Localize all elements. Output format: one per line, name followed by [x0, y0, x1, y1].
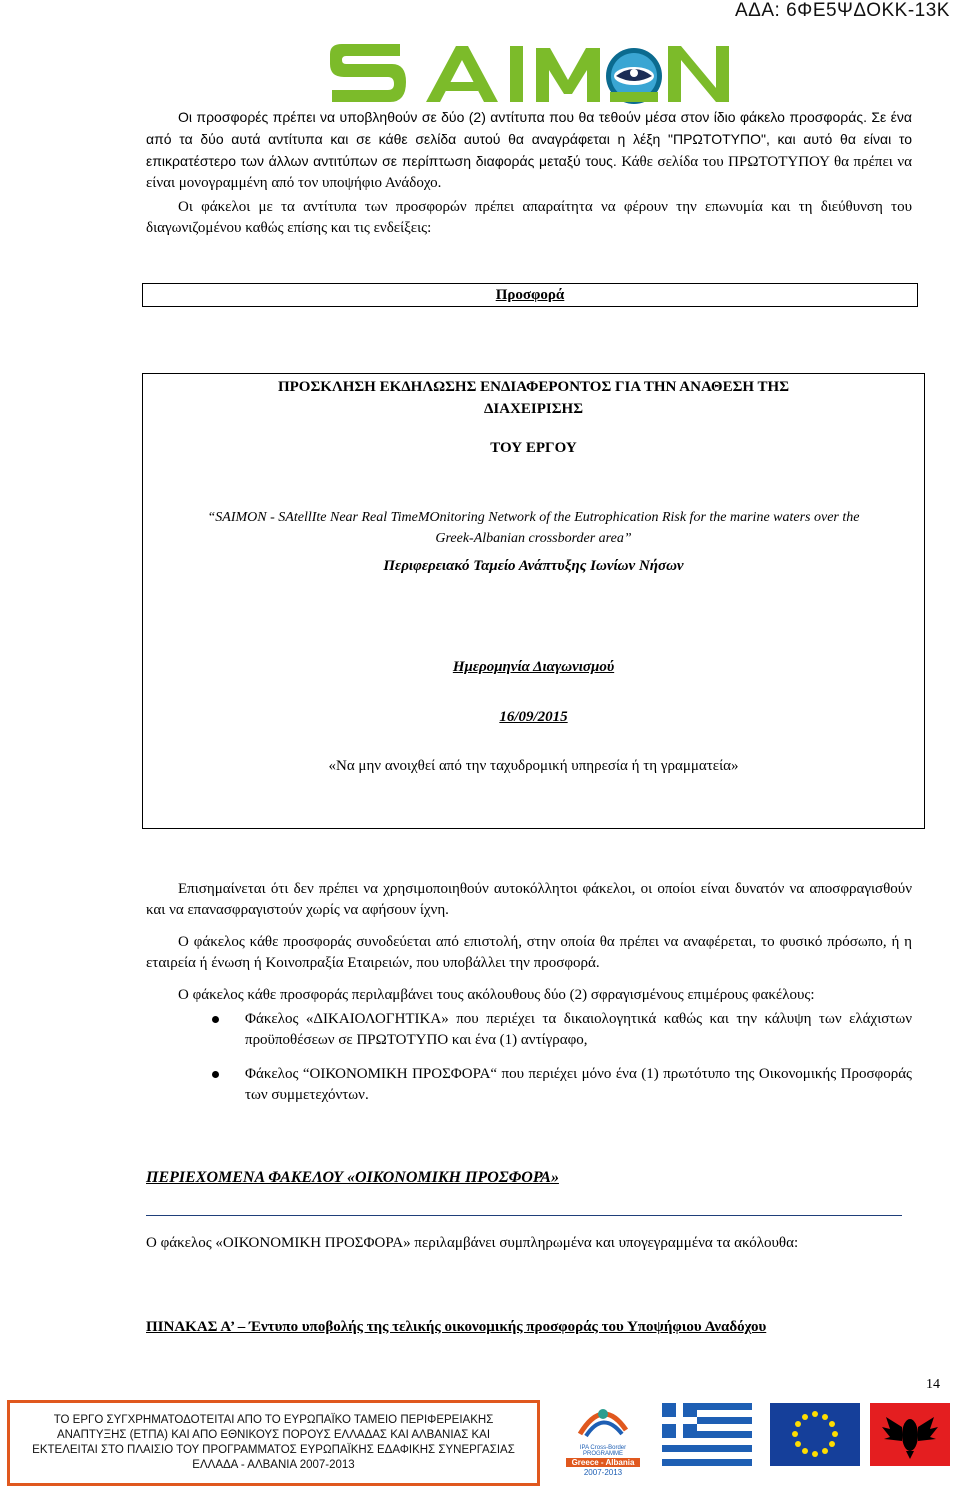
financial-offer-contents-paragraph: Ο φάκελος «ΟΙΚΟΝΟΜΙΚΗ ΠΡΟΣΦΟΡΑ» περιλαμβάνει συμπληρωμένα και υπογεγραμμένα τα ακόλουθα: — [146, 1235, 799, 1251]
bullet-item-financial: Φάκελος “ΟΙΚΟΝΟΜΙΚΗ ΠΡΟΣΦΟΡΑ“ που περιέχει μόνο ένα (1) πρωτότυπο της Οικονομικής Προσφοράς των συμμετεχόντων. — [245, 1066, 912, 1103]
footer-line2: ΑΝΑΠΤΥΞΗΣ (ΕΤΠΑ) ΚΑΙ ΑΠΟ ΕΘΝΙΚΟΥΣ ΠΟΡΟΥΣ ΕΛΛΑΔΑΣ ΚΑΙ ΑΛΒΑΝΙΑΣ ΚΑΙ — [56, 1429, 491, 1441]
organization-name: Περιφερειακό Ταμείο Ανάπτυξης Ιωνίων Νήσων — [383, 558, 684, 574]
ada-code: ΑΔΑ: 6ΦΕ5ΨΔΟΚΚ-13Κ — [735, 0, 950, 21]
envelope-cover-box — [142, 373, 925, 829]
footer-line3: ΕΚΤΕΛΕΙΤΑΙ ΣΤΟ ΠΛΑΙΣΙΟ ΤΟΥ ΠΡΟΓΡΑΜΜΑΤΟΣ ΕΥΡΩΠΑΪΚΗΣ ΕΔΑΦΙΚΗΣ ΣΥΝΕΡΓΑΣΙΑΣ — [32, 1444, 515, 1456]
ipa-logo-text1: IPA Cross-Border PROGRAMME — [579, 1445, 627, 1457]
envelope-title-line2: ΔΙΑΧΕΙΡΙΣΗΣ — [483, 401, 584, 417]
project-label: ΤΟΥ ΕΡΓΟΥ — [490, 440, 577, 456]
ipa-logo-text3: 2007-2013 — [583, 1468, 623, 1477]
project-name-line1: “SAIMON - SAtellIte Near Real TimeMOnitoring Network of the Eutrophication Risk for the marine waters over the — [207, 510, 860, 525]
saimon-logo — [330, 42, 734, 108]
ipa-swirl-icon — [560, 1400, 646, 1440]
intro-paragraph-sans: Οι προσφορές πρέπει να υποβληθούν σε δύο (2) αντίτυπα που θα τεθούν μέσα στον ίδιο φάκελο προσφοράς. Σε ένα από τα δύο αυτά αντίτυπα και σε κάθε σελίδα αυτού θα αναγράφεται η λέξη "ΠΡΩΤΟΤΥΠΟ", και αυτό θα είναι το επικρατέστερο των άλλων αντιτύπων σε περίπτωση διαφοράς μεταξύ τους. — [146, 109, 912, 169]
section-divider — [146, 1215, 902, 1216]
eu-flag-icon — [770, 1403, 860, 1466]
footer-line1: ΤΟ ΕΡΓΟ ΣΥΓΧΡΗΜΑΤΟΔΟΤΕΙΤΑΙ ΑΠΟ ΤΟ ΕΥΡΩΠΑΪΚΟ ΤΑΜΕΙΟ ΠΕΡΙΦΕΡΕΙΑΚΗΣ — [53, 1414, 494, 1426]
section-heading: ΠΕΡΙΕΧΟΜΕΝΑ ΦΑΚΕΛΟΥ «ΟΙΚΟΝΟΜΙΚΗ ΠΡΟΣΦΟΡΑ» — [146, 1169, 559, 1186]
albania-flag-icon — [870, 1403, 950, 1466]
envelope-title-line1: ΠΡΟΣΚΛΗΣΗ ΕΚΔΗΛΩΣΗΣ ΕΝΔΙΑΦΕΡΟΝΤΟΣ ΓΙΑ ΤΗΝ ΑΝΑΘΕΣΗ ΤΗΣ — [277, 379, 790, 395]
greek-flag-icon — [662, 1403, 752, 1466]
bullet-dot — [212, 1071, 219, 1078]
footer-line4: ΕΛΛΑΔΑ - ΑΛΒΑΝΙΑ 2007-2013 — [192, 1459, 355, 1471]
bullet-dot — [212, 1016, 219, 1023]
ipa-programme-logo — [560, 1400, 646, 1486]
offer-label: Προσφορά — [495, 287, 565, 303]
cover-letter-paragraph: Ο φάκελος κάθε προσφοράς συνοδεύεται από επιστολή, στην οποία θα πρέπει να αναφέρεται, το φυσικό πρόσωπο, ή η εταιρεία ή ένωση ή Κοινοπραξία Εταιρειών, που υποβάλλει την προσφορά. — [146, 934, 912, 971]
tender-date-value: 16/09/2015 — [499, 709, 568, 725]
page-number: 14 — [926, 1377, 940, 1392]
ipa-logo-text2: Greece - Albania — [566, 1458, 640, 1467]
adhesive-envelope-paragraph: Επισημαίνεται ότι δεν πρέπει να χρησιμοποιηθούν αυτοκόλλητοι φάκελοι, οι οποίοι είναι δυνατόν να αποσφραγισθούν και να επανασφραγιστούν χωρίς να αφήσουν ίχνη. — [146, 881, 912, 918]
table-a-heading: ΠΙΝΑΚΑΣ Α’ – Έντυπο υποβολής της τελικής οικονομικής προσφοράς του Υποψήφιου Αναδόχου — [146, 1319, 767, 1335]
offer-label-box — [142, 283, 918, 307]
sub-envelopes-paragraph: Ο φάκελος κάθε προσφοράς περιλαμβάνει τους ακόλουθους δύο (2) σφραγισμένους επιμέρους φακέλους: — [178, 987, 815, 1003]
intro-paragraph-serif: Κάθε σελίδα του ΠΡΩΤΟΤΥΠΟΥ θα πρέπει να είναι μονογραμμένη από τον υποψήφιο Ανάδοχο. — [146, 154, 913, 191]
tender-date-label: Ημερομηνία Διαγωνισμού — [452, 659, 615, 675]
footer-funding-notice — [7, 1400, 540, 1486]
envelope-marking-paragraph: Οι φάκελοι με τα αντίτυπα των προσφορών πρέπει απαραίτητα να φέρουν την επωνυμία και τη διεύθυνση του διαγωνιζομένου καθώς επίσης και τις ενδείξεις: — [146, 199, 912, 236]
do-not-open-notice: «Να μην ανοιχθεί από την ταχυδρομική υπηρεσία ή τη γραμματεία» — [328, 758, 739, 774]
bullet-item-documents: Φάκελος «ΔΙΚΑΙΟΛΟΓΗΤΙΚΑ» που περιέχει τα δικαιολογητικά καθώς και την κάλυψη των ελάχιστων προϋποθέσεων σε ΠΡΩΤΟΤΥΠΟ και ένα (1) αντίγραφο, — [245, 1011, 912, 1048]
project-name-line2: Greek-Albanian crossborder area” — [435, 531, 632, 546]
